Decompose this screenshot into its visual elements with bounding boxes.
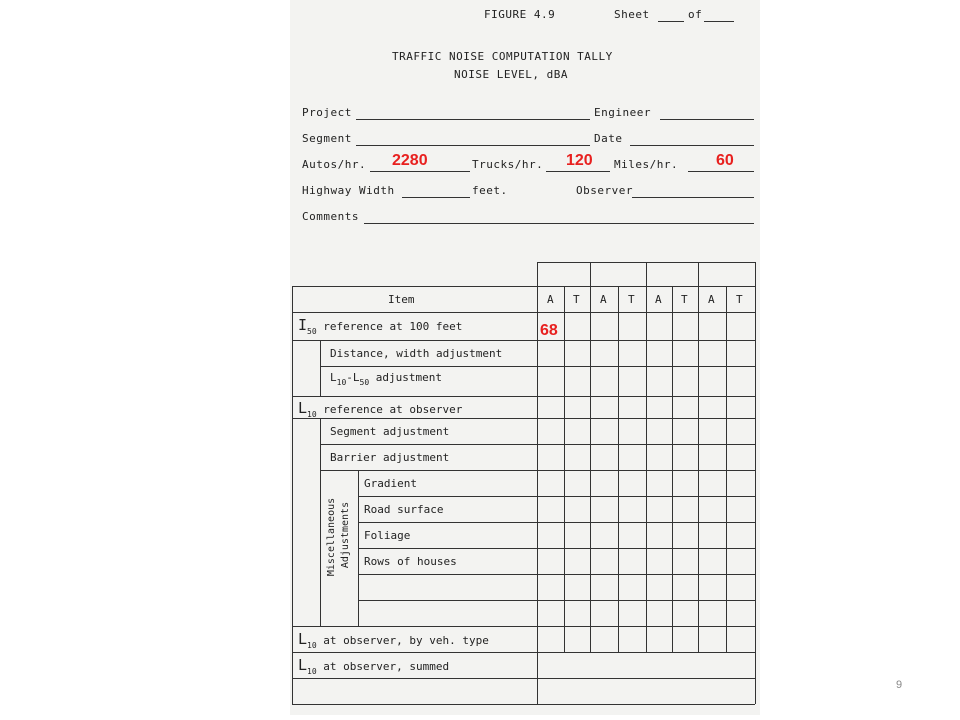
- row-l10-ref-label: $L_{10}$ reference at observer: [298, 399, 463, 419]
- col-header-2: T: [573, 293, 580, 306]
- figure-label: FIGURE 4.9: [484, 8, 556, 21]
- col-header-8: T: [736, 293, 743, 306]
- autos-blank: [370, 171, 470, 172]
- engineer-label: Engineer: [594, 106, 651, 119]
- trucks-blank: [546, 171, 610, 172]
- segment-blank: [356, 145, 590, 146]
- misc-item-road-surface: Road surface: [364, 503, 444, 516]
- sheet-label: Sheet: [614, 8, 650, 21]
- miles-value: 60: [716, 152, 734, 169]
- row-summed-label: $L_{10}$ at observer, summed: [298, 656, 450, 676]
- project-label: Project: [302, 106, 352, 119]
- feet-label: feet.: [472, 184, 508, 197]
- observer-label: Observer: [576, 184, 633, 197]
- misc-item-foliage: Foliage: [364, 529, 411, 542]
- of-label: of: [688, 8, 703, 21]
- col-header-5: A: [655, 293, 662, 306]
- date-blank: [630, 145, 754, 146]
- engineer-blank: [660, 119, 754, 120]
- adjustments-label: Adjustments: [340, 501, 351, 569]
- trucks-label: Trucks/hr.: [472, 158, 544, 171]
- highway-width-blank: [402, 197, 470, 198]
- sheet-blank: [658, 21, 684, 22]
- row-distance-label: Distance, width adjustment: [330, 347, 503, 360]
- date-label: Date: [594, 132, 623, 145]
- segment-label: Segment: [302, 132, 352, 145]
- comments-label: Comments: [302, 210, 359, 223]
- observer-blank: [632, 197, 754, 198]
- miles-label: Miles/hr.: [614, 158, 679, 171]
- row-segment-label: Segment adjustment: [330, 425, 450, 438]
- col-header-3: A: [600, 293, 607, 306]
- of-blank: [704, 21, 734, 22]
- row-by-type-label: $L_{10}$ at observer, by veh. type: [298, 630, 489, 650]
- item-column-header: Item: [388, 293, 415, 306]
- form-subtitle: NOISE LEVEL, dBA: [454, 68, 568, 81]
- project-blank: [356, 119, 590, 120]
- col-header-6: T: [681, 293, 688, 306]
- misc-item-rows-of-houses: Rows of houses: [364, 555, 457, 568]
- row-l10-l50-label: $L_{10}-L_{50}$ adjustment: [330, 371, 443, 387]
- row-i50-label: $I_{50}$ reference at 100 feet: [298, 316, 463, 336]
- col-header-7: A: [708, 293, 715, 306]
- col-header-1: A: [547, 293, 554, 306]
- misc-item-gradient: Gradient: [364, 477, 417, 490]
- i50-auto-value: 68: [540, 322, 558, 339]
- autos-value: 2280: [392, 152, 428, 169]
- form-title: TRAFFIC NOISE COMPUTATION TALLY: [392, 50, 613, 63]
- col-header-4: T: [628, 293, 635, 306]
- misc-label: Miscellaneous: [326, 497, 337, 577]
- trucks-value: 120: [566, 152, 593, 169]
- row-barrier-label: Barrier adjustment: [330, 451, 450, 464]
- page-number: 9: [896, 679, 903, 691]
- comments-blank: [364, 223, 754, 224]
- highway-width-label: Highway Width: [302, 184, 395, 197]
- autos-label: Autos/hr.: [302, 158, 367, 171]
- miles-blank: [688, 171, 754, 172]
